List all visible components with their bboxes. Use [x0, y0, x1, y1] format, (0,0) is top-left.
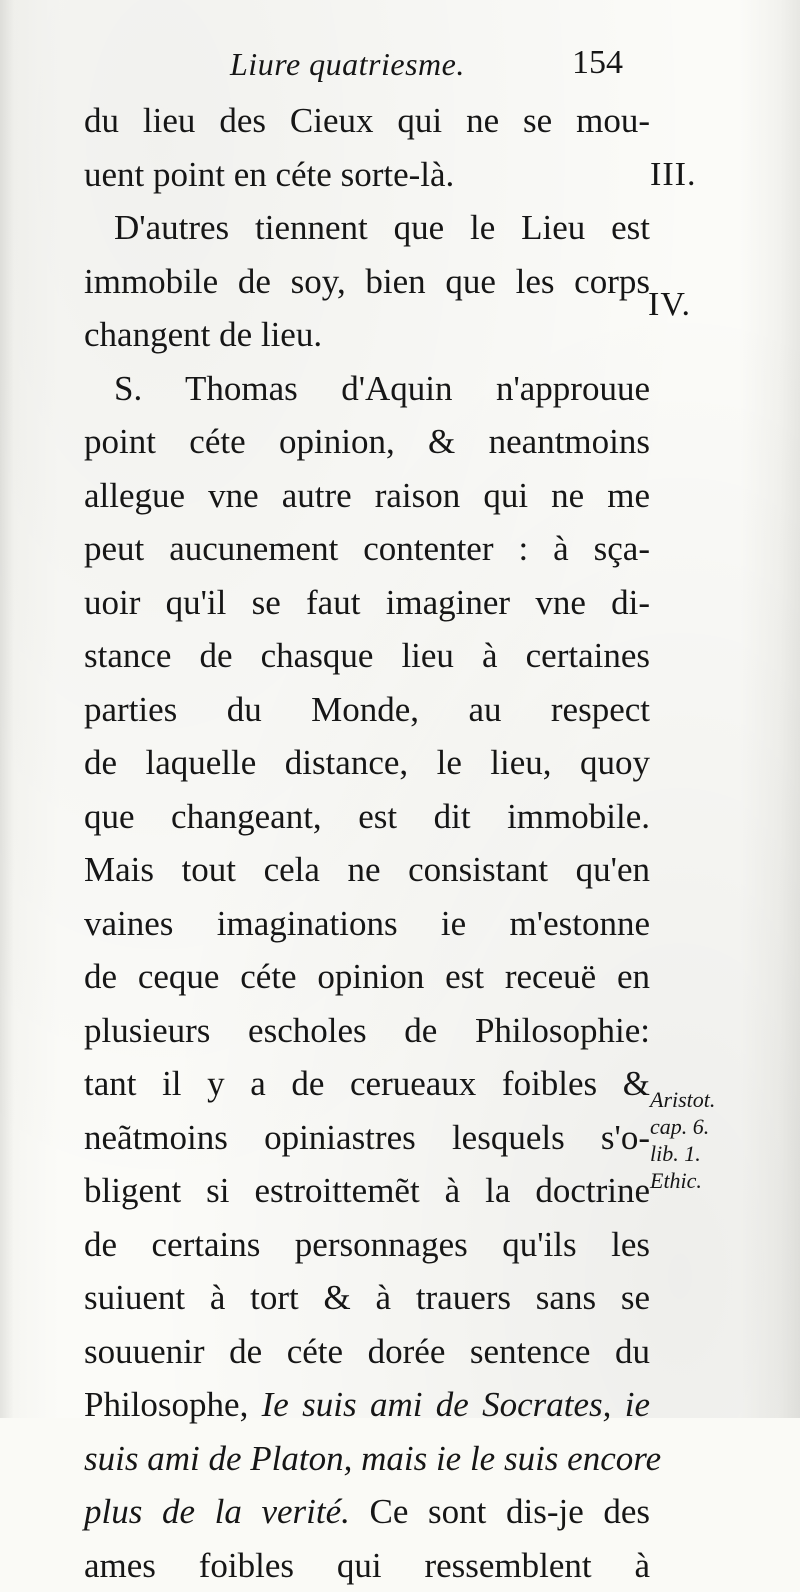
- text-line: suiuent à tort & à trauers sans se: [84, 1271, 650, 1325]
- text-line: de laquelle distance, le lieu, quoy: [84, 736, 650, 790]
- text-line: tant il y a de cerueaux foibles &: [84, 1057, 650, 1111]
- text-line-roman: Philosophe,: [84, 1385, 262, 1424]
- quotation-text: suis ami de Platon, mais ie le suis encore: [84, 1439, 661, 1478]
- quotation-text: Ie suis ami de Socrates, ie: [262, 1385, 650, 1424]
- page-header: [0, 46, 800, 96]
- text-line: de certains personnages qu'ils les: [84, 1218, 650, 1272]
- citation-author: Aristot.: [650, 1086, 790, 1113]
- text-line: [84, 1432, 650, 1486]
- text-line: ames foibles qui ressemblent à: [84, 1539, 650, 1592]
- running-title: Liure quatriesme.: [230, 46, 465, 83]
- text-line: vaines imaginations ie m'estonne: [84, 897, 650, 951]
- text-line: uent point en céte sorte-là.: [84, 148, 650, 202]
- citation-chapter: cap. 6.: [650, 1113, 790, 1140]
- text-line: uoir qu'il se faut imaginer vne di-: [84, 576, 650, 630]
- text-line: du lieu des Cieux qui ne se mou-: [84, 94, 650, 148]
- text-line: parties du Monde, au respect: [84, 683, 650, 737]
- text-line: de ceque céte opinion est receuë en: [84, 950, 650, 1004]
- citation-book: lib. 1.: [650, 1140, 790, 1167]
- body-text: [84, 94, 650, 1592]
- margin-section-number-4: IV.: [648, 286, 691, 324]
- text-line: peut aucunement contenter : à sça-: [84, 522, 650, 576]
- text-line: immobile de soy, bien que les corps: [84, 255, 650, 309]
- text-line: plusieurs escholes de Philosophie:: [84, 1004, 650, 1058]
- text-line: [84, 1485, 650, 1539]
- margin-citation: [650, 1086, 790, 1194]
- text-line: S. Thomas d'Aquin n'approuue: [84, 362, 650, 416]
- text-line: neãtmoins opiniastres lesquels s'o-: [84, 1111, 650, 1165]
- text-line: [84, 1378, 650, 1432]
- page-number: 154: [572, 44, 623, 82]
- text-line: changent de lieu.: [84, 308, 650, 362]
- text-line-roman: Ce sont dis-je des: [350, 1492, 650, 1531]
- quotation-text: plus de la verité.: [84, 1492, 350, 1531]
- text-line: que changeant, est dit immobile.: [84, 790, 650, 844]
- text-line: stance de chasque lieu à certaines: [84, 629, 650, 683]
- margin-section-number-3: III.: [650, 156, 696, 194]
- citation-work: Ethic.: [650, 1167, 790, 1194]
- text-line: D'autres tiennent que le Lieu est: [84, 201, 650, 255]
- text-line: bligent si estroittemẽt à la doctrine: [84, 1164, 650, 1218]
- text-line: allegue vne autre raison qui ne me: [84, 469, 650, 523]
- text-line: Mais tout cela ne consistant qu'en: [84, 843, 650, 897]
- text-line: souuenir de céte dorée sentence du: [84, 1325, 650, 1379]
- text-line: point céte opinion, & neantmoins: [84, 415, 650, 469]
